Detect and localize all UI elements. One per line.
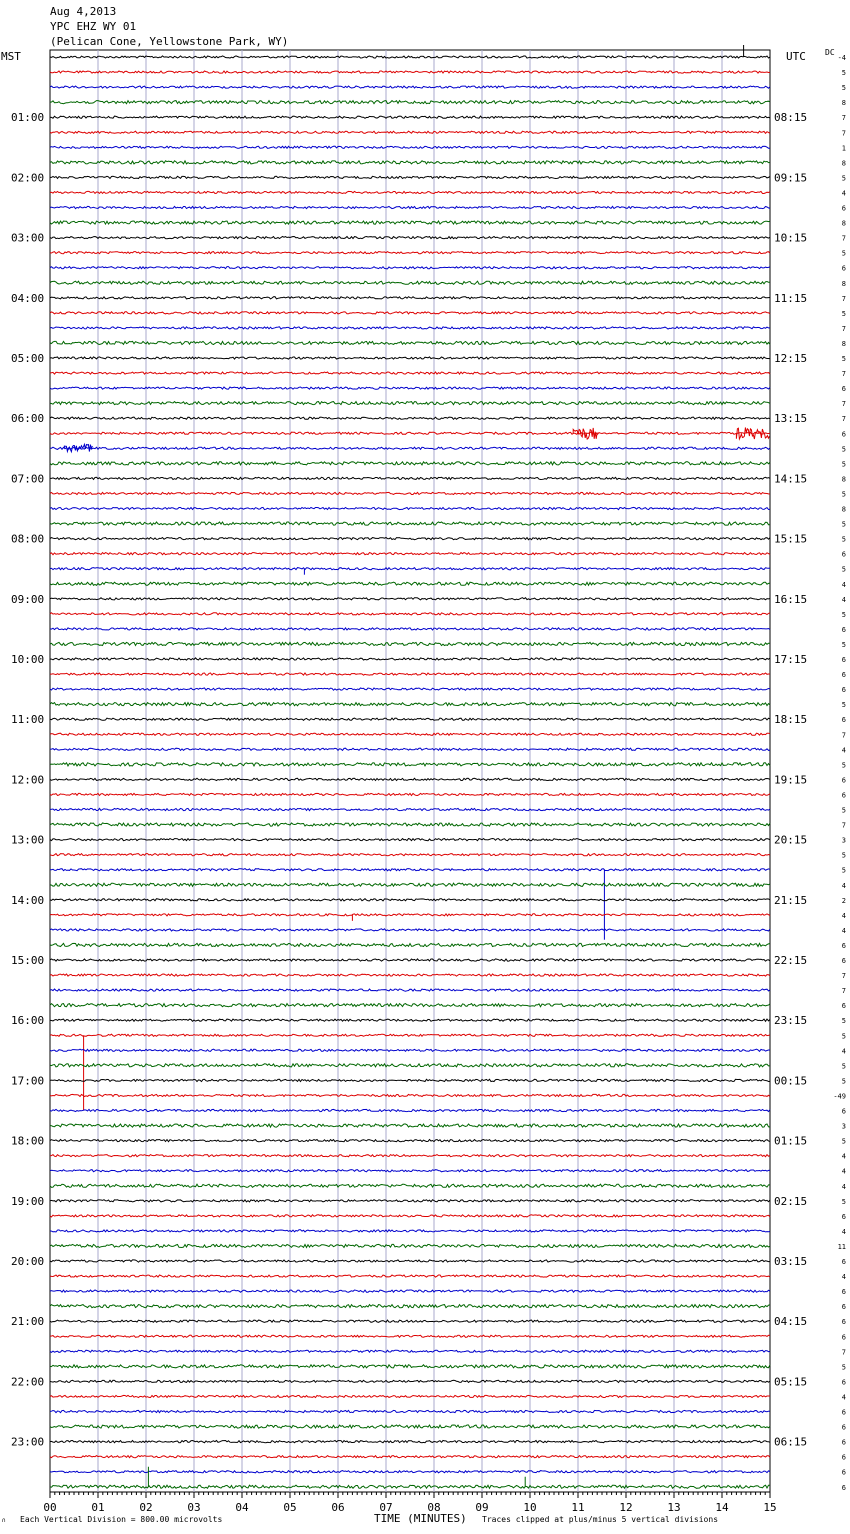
dc-offset-value: 6 (841, 1453, 846, 1462)
dc-offset-value: 4 (841, 926, 846, 935)
trace-row (50, 1155, 770, 1157)
dc-offset-value: 5 (841, 490, 846, 499)
dc-offset-value: 5 (841, 1017, 846, 1026)
dc-offset-value: 6 (841, 957, 846, 965)
dc-offset-value: 6 (841, 430, 846, 439)
left-hour-label: 09:00 (11, 592, 45, 606)
trace-row (50, 447, 770, 449)
dc-offset-value: 6 (841, 656, 846, 664)
dc-offset-value: 6 (841, 1303, 846, 1312)
dc-offset-value: 7 (841, 987, 846, 996)
trace-row (50, 733, 770, 735)
left-hour-label: 06:00 (11, 412, 45, 426)
right-hour-label: 16:15 (774, 592, 808, 606)
dc-offset-value: 6 (841, 1318, 846, 1327)
trace-row (50, 176, 770, 178)
trace-row (50, 914, 770, 916)
trace-row (50, 522, 770, 525)
trace-row (50, 1079, 770, 1081)
trace-row (50, 1124, 770, 1127)
dc-offset-value: 6 (841, 1408, 846, 1417)
dc-offset-value: 5 (841, 866, 846, 875)
dc-offset-value: 6 (841, 671, 846, 680)
trace-row (50, 101, 770, 104)
trace-row (50, 1230, 770, 1232)
trace-row (50, 71, 770, 73)
trace-row (50, 1320, 770, 1322)
trace-row (50, 206, 770, 208)
dc-offset-value: 5 (841, 445, 846, 454)
left-hour-label: 15:00 (11, 954, 45, 967)
right-hour-label: 19:15 (774, 773, 808, 787)
right-hour-label: 02:15 (774, 1194, 808, 1208)
dc-offset-value: 4 (841, 1182, 846, 1191)
trace-row (50, 1004, 770, 1007)
dc-offset-value: 8 (841, 279, 846, 288)
trace-row (50, 854, 770, 856)
dc-offset-value: 5 (841, 565, 846, 574)
x-tick-label: 09 (475, 1501, 489, 1514)
x-tick-label: 00 (43, 1501, 57, 1514)
dc-offset-value: 4 (841, 1167, 846, 1176)
x-tick-label: 10 (523, 1501, 537, 1514)
trace-row (50, 1410, 770, 1412)
dc-offset-value: 6 (841, 385, 846, 394)
x-axis-label: TIME (MINUTES) (374, 1512, 467, 1525)
left-hour-label: 23:00 (11, 1435, 45, 1449)
right-hour-label: 20:15 (774, 833, 808, 847)
right-hour-label: 21:15 (774, 893, 808, 907)
dc-offset-value: 5 (841, 174, 846, 183)
left-hour-label: 19:00 (11, 1194, 45, 1208)
station-label: YPC EHZ WY 01 (50, 20, 137, 33)
dc-offset-value: 6 (841, 776, 846, 785)
dc-offset-value: 6 (841, 1483, 846, 1492)
left-hour-label: 20:00 (11, 1255, 45, 1268)
trace-row (50, 161, 770, 164)
right-hour-label: 01:15 (774, 1134, 808, 1148)
dc-offset-value: 11 (837, 1242, 846, 1251)
trace-row (50, 673, 770, 675)
trace-row (50, 808, 770, 810)
trace-row (50, 869, 770, 871)
dc-offset-value: 5 (841, 1077, 846, 1086)
trace-row (50, 462, 770, 465)
right-hour-label: 06:15 (774, 1435, 808, 1449)
dc-offset-value: 7 (841, 1348, 846, 1357)
event-burst (736, 428, 769, 440)
date-label: Aug 4,2013 (50, 5, 117, 18)
trace-row (50, 839, 770, 841)
right-hour-label: 03:15 (774, 1255, 808, 1268)
left-hour-label: 08:00 (11, 532, 45, 546)
dc-offset-value: 5 (841, 460, 846, 469)
trace-row (50, 613, 770, 615)
trace-row (50, 1485, 770, 1488)
x-tick-label: 12 (619, 1501, 633, 1514)
trace-row (50, 372, 770, 374)
left-timezone-label: MST (1, 50, 21, 63)
dc-offset-value: 5 (841, 610, 846, 619)
trace-row (50, 327, 770, 329)
dc-offset-value: 1 (841, 144, 846, 153)
right-hour-label: 10:15 (774, 231, 808, 245)
trace-row (50, 1260, 770, 1262)
right-hour-label: 11:15 (774, 291, 808, 305)
right-hour-label: 17:15 (774, 653, 808, 666)
trace-row (50, 237, 770, 239)
right-hour-label: 22:15 (774, 954, 808, 967)
trace-row (50, 417, 770, 419)
trace-row (50, 1395, 770, 1397)
trace-row (50, 1094, 770, 1096)
trace-row (50, 688, 770, 690)
dc-offset-value: 7 (841, 370, 846, 379)
trace-row (50, 432, 770, 434)
trace-row (50, 1350, 770, 1352)
dc-offset-value: 5 (841, 701, 846, 710)
left-hour-label: 02:00 (11, 171, 45, 185)
clip-note: Traces clipped at plus/minus 5 vertical divisions (482, 1515, 719, 1524)
x-tick-label: 13 (667, 1501, 681, 1514)
dc-offset-value: 6 (841, 1378, 846, 1387)
dc-offset-value: 3 (841, 1122, 846, 1131)
trace-row (50, 959, 770, 961)
trace-row (50, 357, 770, 359)
dc-offset-value: 4 (841, 580, 846, 589)
x-tick-label: 01 (91, 1501, 105, 1514)
dc-offset-value: 4 (841, 1047, 846, 1056)
dc-offset-value: 5 (841, 1197, 846, 1206)
x-tick-label: 05 (283, 1501, 297, 1514)
dc-offset-value: 5 (841, 355, 846, 363)
trace-row (50, 281, 770, 284)
left-hour-label: 21:00 (11, 1315, 45, 1329)
trace-row (50, 1049, 770, 1051)
dc-offset-value: 5 (841, 806, 846, 815)
right-timezone-label: UTC (786, 50, 806, 63)
dc-offset-value: 6 (841, 1288, 846, 1297)
trace-row (50, 1305, 770, 1308)
trace-row (50, 989, 770, 991)
dc-offset-value: 5 (841, 761, 846, 770)
right-hour-label: 12:15 (774, 352, 808, 365)
trace-row (50, 131, 770, 133)
left-hour-label: 04:00 (11, 291, 45, 305)
trace-row (50, 793, 770, 795)
trace-row (50, 718, 770, 720)
trace-row (50, 1365, 770, 1368)
dc-offset-value: 7 (841, 972, 846, 981)
trace-row (50, 402, 770, 405)
trace-row (50, 642, 770, 645)
trace-row (50, 568, 770, 570)
dc-offset-value: 6 (841, 264, 846, 273)
dc-offset-value: 4 (841, 1273, 846, 1282)
trace-row (50, 1275, 770, 1277)
scale-note: Each Vertical Division = 800.00 microvolts (20, 1515, 223, 1524)
dc-offset-value: 6 (841, 686, 846, 695)
left-hour-label: 13:00 (11, 833, 45, 847)
trace-row (50, 1034, 770, 1036)
dc-offset-value: 4 (841, 1227, 846, 1236)
left-hour-label: 11:00 (11, 713, 45, 727)
left-hour-label: 14:00 (11, 893, 45, 907)
dc-offset-value: 7 (841, 731, 846, 740)
dc-offset-value: 6 (841, 1333, 846, 1342)
dc-offset-value: 7 (841, 324, 846, 333)
trace-row (50, 538, 770, 540)
trace-row (50, 1290, 770, 1292)
right-hour-label: 09:15 (774, 171, 808, 185)
dc-offset-value: 6 (841, 550, 846, 559)
x-tick-label: 03 (187, 1501, 201, 1514)
dc-offset-value: 7 (841, 114, 846, 123)
trace-row (50, 553, 770, 555)
trace-row (50, 191, 770, 193)
trace-row (50, 1471, 770, 1473)
dc-offset-value: 6 (841, 1002, 846, 1011)
trace-row (50, 748, 770, 750)
dc-offset-value: 8 (841, 475, 846, 484)
dc-offset-value: 6 (841, 941, 846, 950)
location-label: (Pelican Cone, Yellowstone Park, WY) (50, 35, 289, 48)
x-tick-label: 15 (763, 1501, 777, 1514)
trace-row (50, 1335, 770, 1337)
x-tick-label: 08 (427, 1501, 441, 1514)
dc-offset-value: 5 (841, 84, 846, 93)
x-tick-label: 14 (715, 1501, 729, 1514)
trace-row (50, 507, 770, 509)
trace-row (50, 943, 770, 946)
trace-row (50, 778, 770, 780)
trace-row (50, 1456, 770, 1458)
trace-row (50, 1200, 770, 1202)
x-tick-label: 04 (235, 1501, 249, 1514)
right-hour-label: 13:15 (774, 412, 808, 426)
dc-offset-value: 3 (841, 836, 846, 845)
trace-row (50, 252, 770, 254)
dc-offset-value: 4 (841, 595, 846, 604)
dc-offset-value: 8 (841, 339, 846, 348)
dc-offset-value: 4 (841, 1393, 846, 1402)
trace-row (50, 1184, 770, 1187)
left-hour-label: 18:00 (11, 1134, 45, 1148)
trace-row (50, 1425, 770, 1428)
dc-offset-value: 6 (841, 625, 846, 634)
dc-offset-value: 5 (841, 1032, 846, 1041)
right-hour-label: 18:15 (774, 713, 808, 727)
dc-offset-value: 4 (841, 911, 846, 920)
dc-offset-value: 8 (841, 159, 846, 168)
trace-row (50, 658, 770, 660)
trace-row (50, 883, 770, 886)
trace-row (50, 86, 770, 88)
dc-label: DC (825, 48, 835, 57)
right-hour-label: 04:15 (774, 1315, 808, 1329)
x-tick-label: 06 (331, 1501, 345, 1514)
left-hour-label: 16:00 (11, 1014, 45, 1028)
right-hour-label: 00:15 (774, 1074, 808, 1088)
dc-offset-value: -49 (833, 1092, 846, 1101)
trace-row (50, 974, 770, 976)
trace-row (50, 598, 770, 600)
trace-row (50, 1441, 770, 1443)
trace-row (50, 823, 770, 826)
trace-row (50, 116, 770, 118)
dc-offset-value: 4 (841, 1152, 846, 1161)
dc-offset-value: 6 (841, 1212, 846, 1221)
trace-row (50, 929, 770, 931)
dc-offset-value: 5 (841, 1363, 846, 1372)
dc-offset-value: 7 (841, 234, 846, 243)
trace-row (50, 1170, 770, 1172)
trace-row (50, 1140, 770, 1142)
dc-offset-value: 2 (841, 896, 846, 905)
trace-row (50, 492, 770, 494)
trace-row (50, 899, 770, 901)
dc-offset-value: 6 (841, 1258, 846, 1266)
dc-offset-value: 4 (841, 881, 846, 890)
right-hour-label: 14:15 (774, 472, 808, 486)
dc-offset-value: 5 (841, 851, 846, 860)
dc-offset-value: 5 (841, 249, 846, 258)
dc-offset-value: 7 (841, 400, 846, 409)
x-tick-label: 07 (379, 1501, 393, 1514)
left-hour-label: 12:00 (11, 773, 45, 787)
dc-offset-value: 6 (841, 1423, 846, 1432)
trace-row (50, 1380, 770, 1382)
x-tick-label: 11 (571, 1501, 585, 1514)
left-hour-label: 05:00 (11, 352, 45, 365)
trace-row (50, 146, 770, 148)
dc-offset-value: 6 (841, 791, 846, 800)
dc-offset-value: 7 (841, 129, 846, 138)
dc-offset-value: 7 (841, 821, 846, 830)
dc-offset-value: 6 (841, 716, 846, 725)
trace-row (50, 297, 770, 299)
right-hour-label: 23:15 (774, 1014, 808, 1028)
left-hour-label: 01:00 (11, 111, 45, 125)
dc-offset-value: 5 (841, 535, 846, 544)
left-hour-label: 03:00 (11, 231, 45, 245)
trace-row (50, 387, 770, 389)
left-hour-label: 07:00 (11, 472, 45, 486)
dc-offset-value: 8 (841, 219, 846, 228)
trace-row (50, 582, 770, 585)
trace-row (50, 703, 770, 706)
dc-offset-value: 5 (841, 640, 846, 649)
dc-offset-value: 4 (841, 746, 846, 755)
trace-row (50, 221, 770, 224)
trace-row (50, 267, 770, 269)
dc-offset-value: 7 (841, 294, 846, 303)
left-hour-label: 10:00 (11, 653, 45, 666)
right-hour-label: 08:15 (774, 111, 808, 125)
dc-offset-value: 6 (841, 1438, 846, 1447)
dc-offset-value: 5 (841, 1062, 846, 1071)
dc-offset-value: 7 (841, 415, 846, 424)
dc-offset-value: 4 (841, 189, 846, 198)
right-hour-label: 05:15 (774, 1375, 808, 1389)
trace-row (50, 56, 770, 58)
trace-row (50, 341, 770, 344)
trace-row (50, 1019, 770, 1021)
dc-offset-value: 6 (841, 204, 846, 213)
dc-offset-value: 5 (841, 1137, 846, 1146)
dc-offset-value: 8 (841, 99, 846, 108)
x-tick-label: 02 (139, 1501, 153, 1514)
dc-offset-value: 6 (841, 1468, 846, 1477)
dc-offset-value: 5 (841, 309, 846, 318)
left-hour-label: 17:00 (11, 1074, 45, 1088)
trace-row (50, 763, 770, 766)
dc-offset-value: 5 (841, 69, 846, 78)
trace-row (50, 1215, 770, 1217)
dc-offset-value: 5 (841, 520, 846, 529)
trace-row (50, 312, 770, 314)
trace-row (50, 628, 770, 630)
marker-glyph: ∩ (2, 1517, 6, 1524)
trace-row (50, 477, 770, 479)
left-hour-label: 22:00 (11, 1375, 45, 1389)
trace-row (50, 1064, 770, 1067)
dc-offset-value: -4 (837, 54, 846, 62)
trace-row (50, 1244, 770, 1247)
right-hour-label: 15:15 (774, 532, 808, 546)
dc-offset-value: 8 (841, 505, 846, 514)
dc-offset-value: 6 (841, 1107, 846, 1116)
trace-row (50, 1109, 770, 1111)
